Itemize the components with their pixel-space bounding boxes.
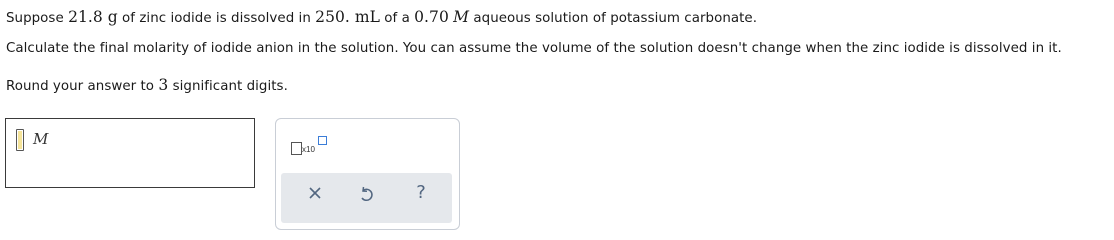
volume-value: 250. mL (315, 8, 380, 26)
significant-digits-value: 3 (158, 76, 169, 94)
question-text: Round your answer to (6, 79, 159, 94)
question-text: aqueous solution of potassium carbonate. (469, 11, 758, 26)
scientific-notation-button[interactable] (291, 136, 329, 158)
undo-icon (358, 185, 374, 203)
math-tool-panel (275, 118, 460, 230)
action-bar (281, 173, 452, 223)
question-line-2: Calculate the final molarity of iodide anion in the solution. You can assume the volume of the solution doesn't change when the zinc iodide is dissolved in it. (6, 41, 1062, 56)
question-text: Suppose (6, 11, 69, 26)
clear-icon (307, 185, 323, 201)
question-line-3 (6, 76, 288, 94)
exponent-box-icon (318, 136, 327, 145)
mass-value: 21.8 g (68, 8, 118, 26)
answer-unit: M (33, 130, 49, 148)
clear-button[interactable] (295, 173, 335, 217)
question-line-1 (6, 8, 757, 26)
scientific-notation-icon (291, 142, 302, 155)
help-button[interactable] (401, 173, 441, 217)
concentration-value: 0.70 (414, 8, 449, 26)
question-text: of a (379, 11, 415, 26)
undo-button[interactable] (346, 173, 386, 217)
concentration-unit: M (453, 8, 470, 26)
answer-input[interactable] (5, 118, 255, 188)
input-cursor-slot[interactable] (16, 129, 24, 151)
question-text: of zinc iodide is dissolved in (117, 11, 316, 26)
help-icon: ? (416, 182, 426, 203)
scientific-notation-label: x10 (302, 145, 315, 154)
question-text: significant digits. (168, 79, 288, 94)
